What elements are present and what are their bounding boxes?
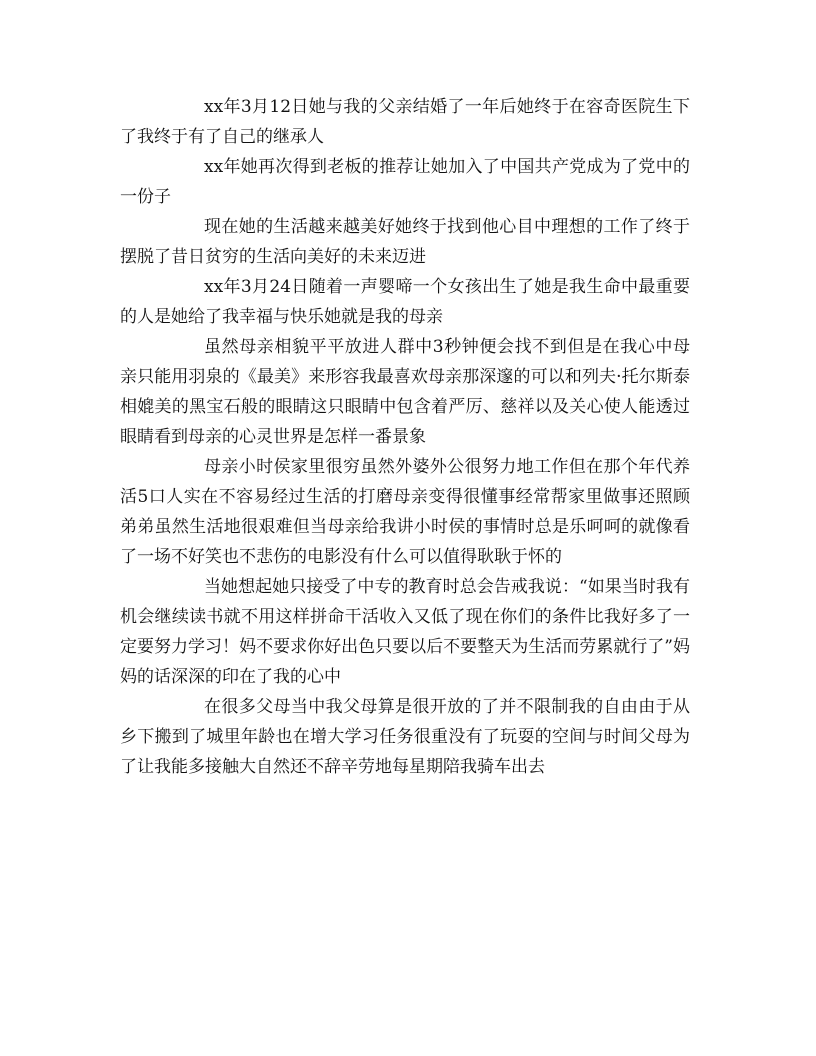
paragraph-7: 当她想起她只接受了中专的教育时总会告戒我说：“如果当时我有机会继续读书就不用这样拼命干活收入又低了现在你们的条件比我好多了一定要努力学习！妈不要求你好出色只要以后不要整天为生活而劳累就行了”妈妈的话深深的印在了我的心中: [120, 577, 690, 687]
paragraph-3: 现在她的生活越来越美好她终于找到他心目中理想的工作了终于摆脱了昔日贫穷的生活向美好的未来迈进: [120, 217, 690, 267]
paragraph-8: 在很多父母当中我父母算是很开放的了并不限制我的自由由于从乡下搬到了城里年龄也在增大学习任务很重没有了玩耍的空间与时间父母为了让我能多接触大自然还不辞辛劳地每星期陪我骑车出去: [120, 697, 690, 777]
document-body: [120, 92, 690, 782]
paragraph-4: xx年3月24日随着一声婴啼一个女孩出生了她是我生命中最重要的人是她给了我幸福与快乐她就是我的母亲: [120, 277, 690, 327]
paragraph-6: 母亲小时侯家里很穷虽然外婆外公很努力地工作但在那个年代养活5口人实在不容易经过生活的打磨母亲变得很懂事经常帮家里做事还照顾弟弟虽然生活地很艰难但当母亲给我讲小时侯的事情时总是乐呵呵的就像看了一场不好笑也不悲伤的电影没有什么可以值得耿耿于怀的: [120, 457, 690, 567]
paragraph-2: xx年她再次得到老板的推荐让她加入了中国共产党成为了党中的一份子: [120, 157, 690, 207]
paragraph-1: xx年3月12日她与我的父亲结婚了一年后她终于在容奇医院生下了我终于有了自己的继承人: [120, 97, 690, 147]
paragraph-5: 虽然母亲相貌平平放进人群中3秒钟便会找不到但是在我心中母亲只能用羽泉的《最美》来形容我最喜欢母亲那深邃的可以和列夫·托尔斯泰相媲美的黑宝石般的眼睛这只眼睛中包含着严厉、慈祥以及关心使人能透过眼睛看到母亲的心灵世界是怎样一番景象: [120, 337, 690, 447]
